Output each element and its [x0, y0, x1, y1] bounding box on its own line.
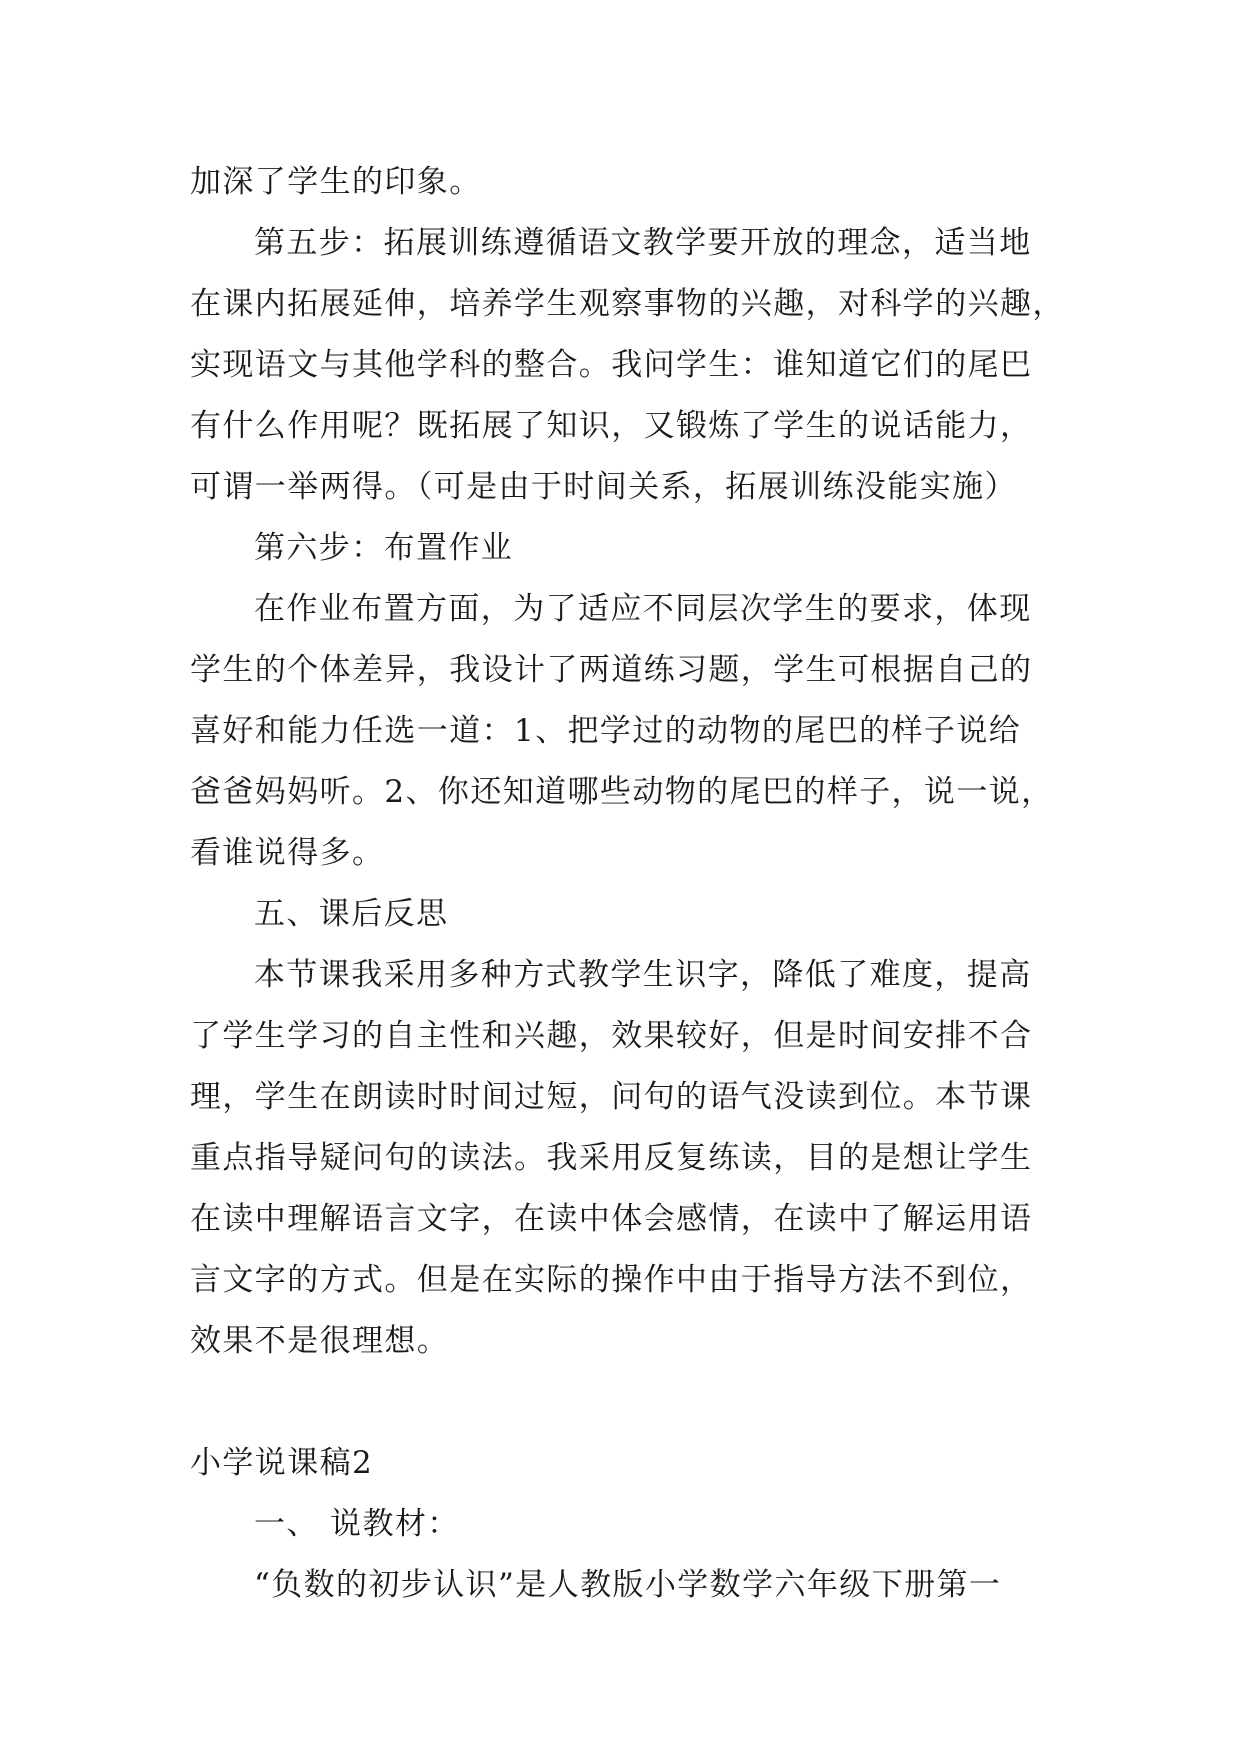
text-line: 在读中理解语言文字，在读中体会感情，在读中了解运用语: [190, 1201, 1033, 1237]
text-line: 爸爸妈妈听。2、你还知道哪些动物的尾巴的样子，说一说，: [190, 774, 1054, 810]
text-line: 理，学生在朗读时时间过短，问句的语气没读到位。本节课: [190, 1079, 1033, 1115]
text-line: 实现语文与其他学科的整合。我问学生：谁知道它们的尾巴: [190, 347, 1033, 383]
text-line: 学生的个体差异，我设计了两道练习题，学生可根据自己的: [190, 652, 1033, 688]
text-line: 喜好和能力任选一道：1、把学过的动物的尾巴的样子说给: [190, 713, 1022, 749]
paragraph-line: 本节课我采用多种方式教学生识字，降低了难度，提高: [254, 957, 1032, 993]
text-line: 在课内拓展延伸，培养学生观察事物的兴趣，对科学的兴趣，: [190, 286, 1065, 322]
step-heading: 第六步：布置作业: [254, 530, 514, 566]
text-line: 了学生学习的自主性和兴趣，效果较好，但是时间安排不合: [190, 1018, 1033, 1054]
document-title: 小学说课稿2: [190, 1445, 374, 1481]
text-line: 可谓一举两得。（可是由于时间关系，拓展训练没能实施）: [190, 469, 1017, 505]
paragraph-line: 第五步：拓展训练遵循语文教学要开放的理念，适当地: [254, 225, 1032, 261]
text-line: 重点指导疑问句的读法。我采用反复练读，目的是想让学生: [190, 1140, 1033, 1176]
section-heading: 一、 说教材：: [254, 1506, 460, 1542]
document-page: [190, 152, 1065, 1616]
blank-line: [190, 1372, 1052, 1433]
paragraph-line: “负数的初步认识”是人教版小学数学六年级下册第一: [254, 1567, 1002, 1603]
text-line: 看谁说得多。: [190, 835, 385, 871]
text-line: 效果不是很理想。: [190, 1323, 450, 1359]
section-heading: 五、课后反思: [254, 896, 449, 932]
paragraph-line: 在作业布置方面，为了适应不同层次学生的要求，体现: [254, 591, 1032, 627]
text-line: 言文字的方式。但是在实际的操作中由于指导方法不到位，: [190, 1262, 1033, 1298]
text-line: 有什么作用呢？既拓展了知识，又锻炼了学生的说话能力，: [190, 408, 1033, 444]
text-line: 加深了学生的印象。: [190, 164, 482, 200]
